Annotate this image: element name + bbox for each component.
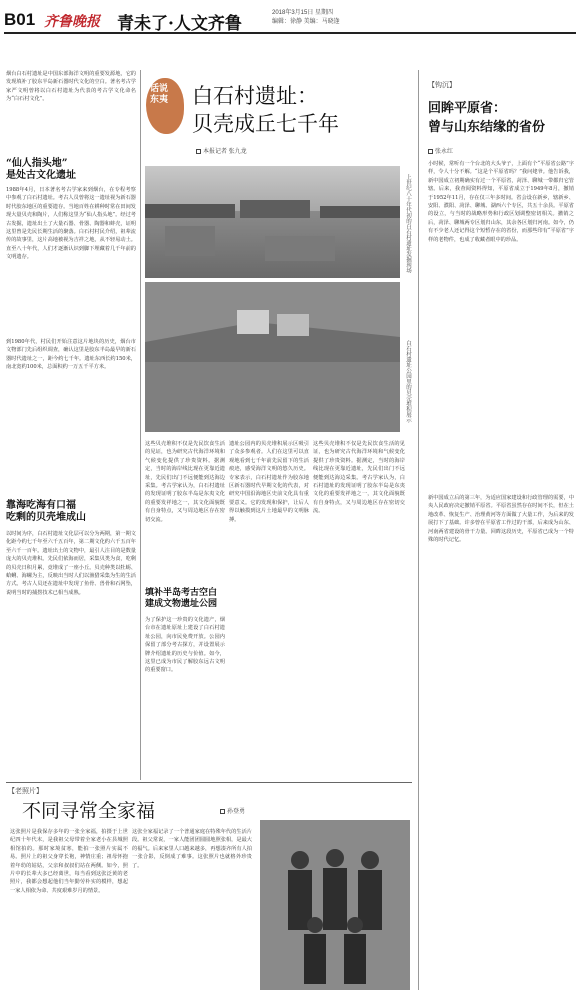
subhead-3-line2: 建成文物遗址公园 <box>145 599 218 609</box>
subhead-2-line2: 吃剩的贝壳堆成山 <box>6 512 86 523</box>
kicker-badge <box>146 78 184 134</box>
photo2-caption: 白石村遗址公园里的贝壳堆积展示 <box>405 340 411 423</box>
right-section-tag: 【钩沉】 <box>428 82 456 89</box>
byline-marker <box>196 149 201 154</box>
right-byline <box>428 146 453 155</box>
right-headline-line2: 曾与山东结缘的省份 <box>428 120 546 135</box>
main-headline <box>192 82 339 138</box>
bottom-article-body: 这张照片是我保存多年的一张全家福，拍摄于上世纪四十年代末，是我祖父母带着全家老小在县城照相馆拍的。那时家境贫寒，能拍一张照片实属不易。照片上的祖父身穿长袍，神情庄重；祖母怀抱着年幼的姑姑，父亲和叔叔们站在两侧。如今，照片中的长辈大多已经离世，每当看到这张泛黄的老照片，我都会想起他们当年勤劳朴实的模样，想起一家人相依为命、共度艰难岁月的情景。 <box>10 829 128 894</box>
subhead-2 <box>6 500 136 524</box>
subhead-1 <box>6 158 136 182</box>
subhead-1-line1: “仙人指头地” <box>6 158 68 169</box>
photo1-caption: 上世纪八十年代初的白石村遗址发掘现场 <box>405 174 411 273</box>
right-column-divider <box>418 70 419 990</box>
subhead-3-line1: 填补半岛考古空白 <box>145 588 218 598</box>
article-body-col4: 遗址公园内的贝壳堆积展示区吸引了众多参观者。人们在这里可以直观地看到七千年前先民留下的生活痕迹，感受海洋文明的悠久历史。专家表示，白石村遗址作为胶东地区新石器时代早期文化的代表，对研究中国沿海地区史前文化具有重要意义。它的发现和保护，让后人得以触摸到这片土地最早的文明脉搏。 <box>229 441 309 523</box>
main-byline <box>196 146 247 155</box>
main-headline-line1: 白石村遗址： <box>192 84 318 108</box>
column-divider <box>140 70 141 780</box>
bottom-byline-marker <box>220 809 225 814</box>
bottom-byline-text: 孙登勇 <box>227 809 246 815</box>
subhead-2-line1: 靠海吃海有口福 <box>6 500 76 511</box>
issue-editors: 编辑：徐静 美编：马晓逢 <box>272 19 340 25</box>
bottom-section-rule <box>6 782 412 783</box>
article-body-col1: 1988年4月，日本著名考古学家来到烟台，在专程考察中参观了白石村遗址。考古人员曾将这一遗址视为新石器时代胶东地区的重要遗存。当地百姓在耕种时常在田间发现大量贝壳和陶片，人们称这里为“仙人指头地”。经过考古发掘，遗址出土了大量石器、骨器、陶器和蚌壳，证明这里曾是先民长期生活的聚落。白石村村民介绍，祖辈流传的故事里，这片高地被视为吉祥之地，从不轻易动土。直至八十年代，人们才逐渐认识到脚下埋藏着几千年前的文明遗存。 <box>6 187 136 261</box>
right-headline <box>428 99 574 137</box>
right-headline-line1: 回眸平原省： <box>428 101 507 116</box>
bottom-article-body2: 这张全家福记录了一个普通家庭在特殊年代的生活片段。祖父常说，一家人能团团圆圆地照张相，是最大的福气。后来家里人口越来越多，再想凑齐所有人拍一张合影，反倒成了难事。这张照片也就格外珍贵了。 <box>132 829 252 869</box>
photo-buildings <box>145 166 400 278</box>
family-photo-figures <box>260 820 410 990</box>
article-body-col2: 以时间为序，白石村遗址文化层可以分为两期，第一期文化距今约七千年至六千五百年，第二期文化约六千五百年至六千一百年。遗址出土的文物中，最引人注目的是数量庞大的贝壳堆积。先民们依海而居，采集贝类为食，吃剩的贝壳日积月累，竟堆成了一座小丘。贝壳种类以牡蛎、蛤蜊、海螺为主，反映出当时人们以渔猎采集为生的生活方式。考古人员还在遗址中发现了鱼骨、兽骨和石网坠，说明当时的捕捞技术已相当成熟。 <box>6 531 136 596</box>
bottom-headline: 不同寻常全家福 <box>22 800 156 822</box>
bottom-byline <box>220 806 245 815</box>
issue-meta <box>272 9 340 27</box>
excavation-photo <box>145 166 400 278</box>
article-body-col3: 这些贝壳堆积不仅是先民饮食生活的见证，也为研究古代海洋环境和气候变化提供了珍贵资料。据测定，当时的海岸线比现在更靠近遗址，先民们出门不远便能到达海边采集。考古学家认为，白石村遗址的发现证明了胶东半岛是东夷文化的重要发祥地之一，其文化面貌既有自身特点，又与周边地区存在密切交流。 <box>145 441 225 523</box>
right-article-body: 小时候，常听有一个台北的大头爷子，上面有个“平原省公路”字样，令人十分不解。“这是个平原省吗？”我问姥爷。他告诉我，新中国成立初期确实有过一个平原省，菏泽、聊城一带都归它管辖。后来，我查阅资料得知，平原省成立于1949年8月，撤销于1952年11月，存在仅三年多时间。省会设在新乡，辖新乡、安阳、濮阳、菏泽、聊城、湖西六个专区，共五十余县。平原省的设立，与当时的战略形势和行政区划调整密切相关。撤销之后，菏泽、聊城两专区划归山东，其余各区划归河南。如今，仍有不少老人还记得这个短暂存在的省份，而那些印有“平原省”字样的老物件，也成了收藏者眼中的珍品。 <box>428 161 574 243</box>
issue-date: 2018年3月15日 星期四 <box>272 10 334 16</box>
paper-logo: 齐鲁晚报 <box>44 14 100 30</box>
photo-shell-pit <box>145 282 400 432</box>
family-photo <box>260 820 410 990</box>
masthead <box>4 6 576 34</box>
right-byline-marker <box>428 149 433 154</box>
main-headline-line2: 贝壳成丘七千年 <box>192 112 339 136</box>
article-body-col5: 这些贝壳堆积不仅是先民饮食生活的见证，也为研究古代海洋环境和气候变化提供了珍贵资料。据测定，当时的海岸线比现在更靠近遗址，先民们出门不远便能到达海边采集。考古学家认为，白石村遗址的发现证明了胶东半岛是东夷文化的重要发祥地之一，其文化面貌既有自身特点，又与周边地区存在密切交流。 <box>313 441 405 515</box>
bottom-section-tag: 【老照片】 <box>8 788 43 795</box>
page-number: B01 <box>4 10 36 29</box>
subhead-1-line2: 是处古文化遗址 <box>6 170 76 181</box>
article-intro: 烟台白石村遗址是中国东部海洋文明的重要发源地，它的发现填补了胶东半岛新石器时代文化的空白。著名考古学家严文明曾将以白石村遗址为代表的考古学文化命名为“白石村文化”。 <box>6 71 136 103</box>
article-body-col3b: 为了保护这一珍贵的文化遗产，烟台市在遗址原址上建设了白石村遗址公园，向市民免费开放。公园内保留了部分考古探方，并设置展示牌介绍遗址的历史与价值。如今，这里已成为市民了解胶东远古文明的重要窗口。 <box>145 617 225 674</box>
right-byline-text: 张永红 <box>435 149 454 155</box>
kicker-line1: 话说 <box>150 84 169 94</box>
main-byline-text: 本报记者 张九龙 <box>203 149 247 155</box>
article-body-col1b: 到1980年代，村民们开始注意这片地块的历史，烟台市文物部门先后组织调查，确认这里是胶东半岛最早的新石器时代遗址之一，距今约七千年。遗址东西长约150米，南北宽约100米，总面积约一万五千平方米。 <box>6 339 136 371</box>
right-article-body2: 新中国成立后的第三年，为适应国家建设和行政管理的需要，中央人民政府决定撤销平原省。平原省虽然存在时间不长，但在土地改革、恢复生产、治理黄河等方面做了大量工作，为后来的发展打下了基础。许多曾在平原省工作过的干部，后来成为山东、河南两省建设的骨干力量。回眸这段历史，平原省已成为一个特殊的时代记忆。 <box>428 495 574 544</box>
shell-display-photo <box>145 282 400 432</box>
section-title: 青未了·人文齐鲁 <box>117 14 242 34</box>
kicker-line2: 东夷 <box>150 95 169 105</box>
